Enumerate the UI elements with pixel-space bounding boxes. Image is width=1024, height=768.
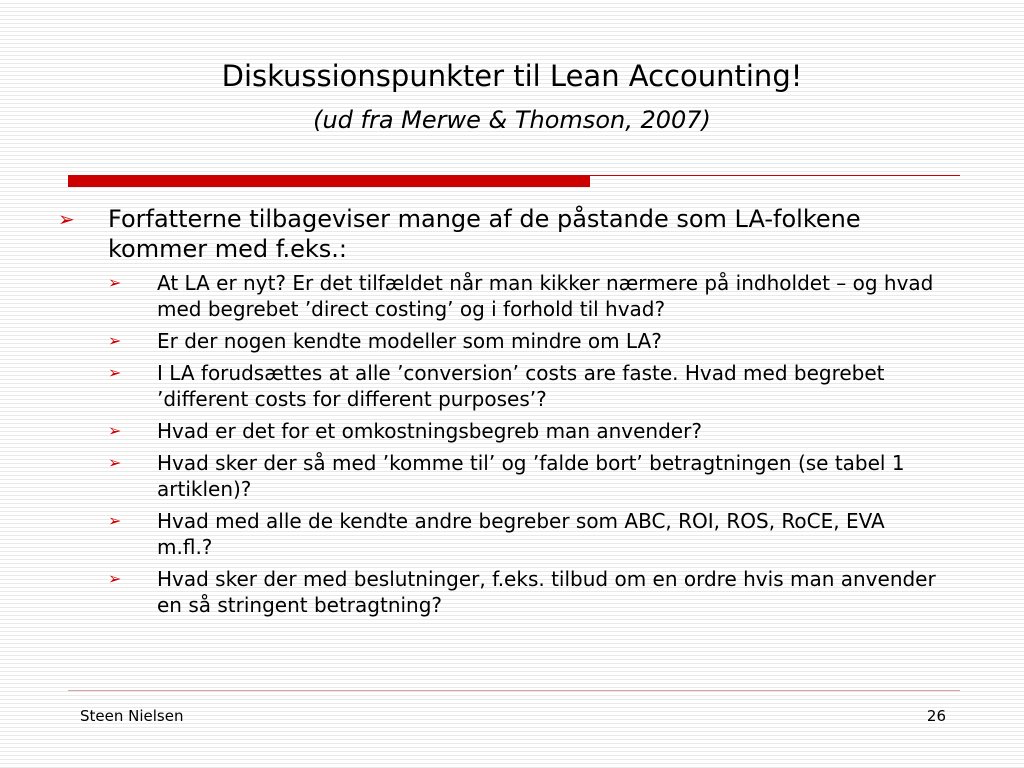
arrow-bullet-icon: ➢ — [108, 453, 122, 472]
sub-point-text: At LA er nyt? Er det tilfældet når man kikker nærmere på indholdet – og hvad med begrebet ’direct costing’ og i forhold til hvad? — [157, 271, 934, 321]
slide-body — [58, 204, 938, 618]
sub-point-text: I LA forudsættes at alle ’conversion’ costs are faste. Hvad med begrebet ’different costs for different purposes’? — [157, 361, 885, 411]
sub-bullet-point — [58, 360, 938, 412]
sub-bullet-point — [58, 450, 938, 502]
arrow-bullet-icon: ➢ — [108, 273, 122, 292]
arrow-bullet-icon: ➢ — [108, 511, 122, 530]
sub-point-text: Er der nogen kendte modeller som mindre om LA? — [157, 329, 662, 353]
footer-divider-line — [68, 690, 960, 691]
sub-bullet-point — [58, 566, 938, 618]
arrow-bullet-icon: ➢ — [108, 363, 122, 382]
title-divider-bar — [68, 175, 590, 187]
sub-point-text: Hvad sker der så med ’komme til’ og ’falde bort’ betragtningen (se tabel 1 artiklen)? — [157, 451, 905, 501]
arrow-bullet-icon: ➢ — [108, 569, 122, 588]
footer-author: Steen Nielsen — [80, 707, 184, 725]
arrow-bullet-icon: ➢ — [108, 331, 122, 350]
footer-page-number: 26 — [926, 707, 946, 725]
sub-bullet-point — [58, 328, 938, 354]
sub-bullet-point — [58, 508, 938, 560]
sub-point-text: Hvad sker der med beslutninger, f.eks. tilbud om en ordre hvis man anvender en så stringent betragtning? — [157, 567, 936, 617]
sub-bullet-point — [58, 418, 938, 444]
arrow-bullet-icon: ➢ — [108, 421, 122, 440]
slide-title: Diskussionspunkter til Lean Accounting! — [221, 59, 803, 93]
sub-point-text: Hvad er det for et omkostningsbegreb man anvender? — [157, 419, 702, 443]
slide-subtitle: (ud fra Merwe & Thomson, 2007) — [313, 106, 711, 134]
arrow-bullet-icon: ➢ — [58, 207, 75, 231]
main-bullet-point — [58, 204, 938, 264]
sub-bullet-point — [58, 270, 938, 322]
main-point-text: Forfatterne tilbageviser mange af de påstande som LA-folkene kommer med f.eks.: — [108, 205, 861, 263]
sub-point-text: Hvad med alle de kendte andre begreber som ABC, ROI, ROS, RoCE, EVA m.fl.? — [157, 509, 885, 559]
